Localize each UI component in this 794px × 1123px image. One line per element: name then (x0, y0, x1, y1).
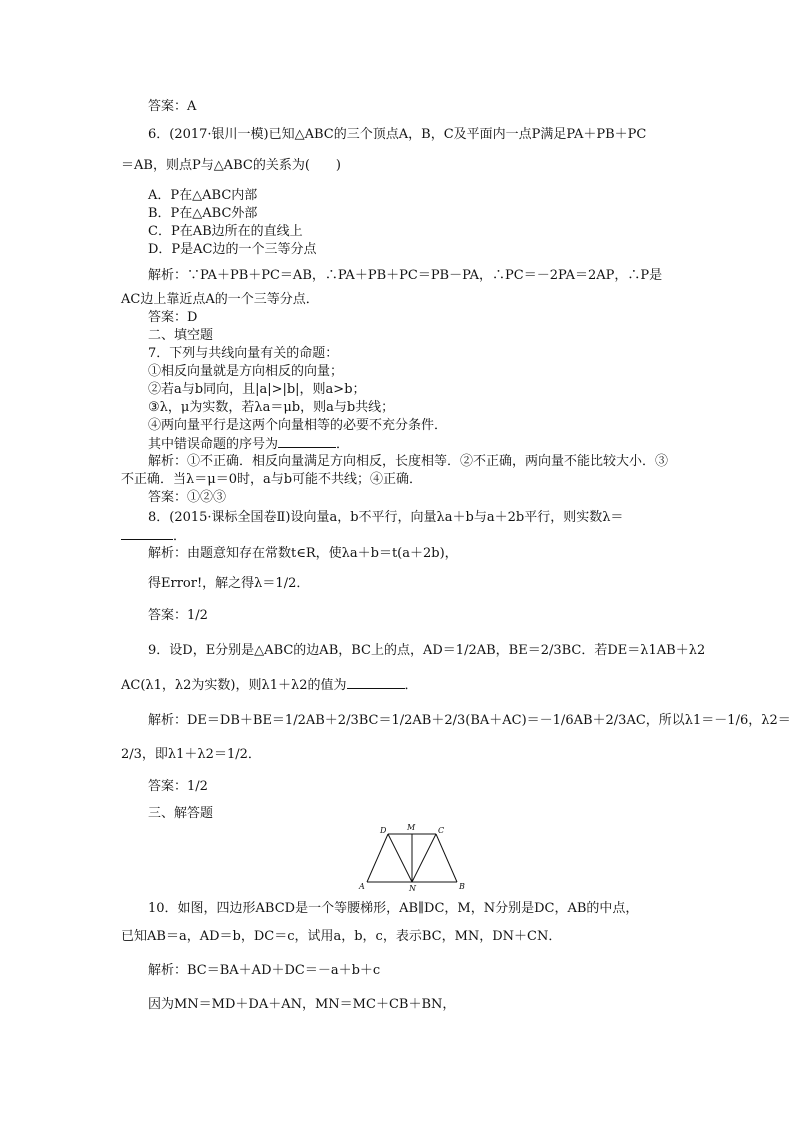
section-heading-fill-in: 二、填空题 (148, 328, 214, 343)
question-8-blank-line: ． (121, 527, 186, 546)
question-7-ask-text: 其中错误命题的序号为 (148, 437, 279, 452)
label-a: A (359, 882, 365, 891)
question-7-solution-cont: 不正确．当λ＝μ＝0时，a与b可能不共线；④正确． (121, 472, 423, 487)
question-9-stem-text: AC(λ1，λ2为实数)，则λ1＋λ2的值为 (121, 678, 347, 693)
question-6-option-a: A．P在△ABC内部 (148, 188, 258, 203)
question-6-option-b: B．P在△ABC外部 (148, 206, 258, 221)
question-6-option-c: C．P在AB边所在的直线上 (148, 224, 303, 239)
question-9-stem-cont: AC(λ1，λ2为实数)，则λ1＋λ2的值为 ． (121, 678, 418, 693)
question-10-stem: 10．如图，四边形ABCD是一个等腰梯形，AB∥DC，M，N分别是DC，AB的中点， (148, 901, 639, 916)
label-n: N (409, 884, 416, 893)
question-9-answer: 答案：1/2 (148, 779, 208, 794)
answer-blank (347, 676, 405, 689)
question-10-solution: 解析：BC＝BA＋AD＋DC＝－a＋b＋c (148, 963, 381, 978)
question-7-item-3: ③λ，μ为实数，若λa＝μb，则a与b共线； (148, 400, 395, 415)
question-7-item-2: ②若a与b同向，且|a|>|b|，则a>b； (148, 382, 366, 397)
answer-blank (278, 435, 336, 448)
question-6-answer: 答案：D (148, 310, 198, 325)
question-10-solution-cont: 因为MN＝MD＋DA＋AN，MN＝MC＋CB＋BN， (148, 997, 456, 1012)
question-7-ask: 其中错误命题的序号为 ． (148, 437, 350, 452)
label-c: C (438, 826, 445, 835)
question-7-solution: 解析：①不正确．相反向量满足方向相反，长度相等．②不正确，两向量不能比较大小．③ (148, 454, 669, 469)
label-m: M (407, 823, 416, 832)
question-6-stem: 6．(2017·银川一模)已知△ABC的三个顶点A，B，C及平面内一点P满足PA＋PB＋PC (148, 127, 647, 142)
question-6-option-d: D．P是AC边的一个三等分点 (148, 242, 317, 257)
question-7-answer: 答案：①②③ (148, 490, 227, 505)
section-heading-solve: 三、解答题 (148, 806, 214, 821)
question-6-solution: 解析：∵PA＋PB＋PC＝AB，∴PA＋PB＋PC＝PB－PA，∴PC＝－2PA＝2AP，∴P是 (148, 268, 663, 283)
question-7-item-4: ④两向量平行是这两个向量相等的必要不充分条件． (148, 418, 448, 433)
trapezoid-figure (355, 822, 475, 894)
edge-bc (436, 834, 457, 882)
label-b: B (459, 882, 465, 891)
question-6-stem-cont: ＝AB，则点P与△ABC的关系为( ) (121, 158, 341, 173)
question-8-stem: 8．(2015·课标全国卷Ⅱ)设向量a，b不平行，向量λa＋b与a＋2b平行，则实数λ＝ (148, 510, 624, 525)
question-7-stem: 7．下列与共线向量有关的命题： (148, 346, 339, 361)
edge-ad (367, 834, 388, 882)
question-9-solution-cont: 2/3，即λ1＋λ2＝1/2． (121, 747, 261, 762)
question-8-solution-cont: 得Error!，解之得λ＝1/2． (148, 576, 310, 591)
segment-cn (412, 834, 436, 882)
question-9-stem: 9．设D，E分别是△ABC的边AB，BC上的点，AD＝1/2AB，BE＝2/3BC．若DE＝λ1AB＋λ2 (148, 643, 706, 658)
question-8-solution: 解析：由题意知存在常数t∈R，使λa＋b＝t(a＋2b)， (148, 546, 458, 561)
question-10-stem-cont: 已知AB＝a，AD＝b，DC＝c，试用a，b，c，表示BC，MN，DN＋CN． (121, 929, 562, 944)
question-8-answer: 答案：1/2 (148, 608, 208, 623)
question-7-item-1: ①相反向量就是方向相反的向量； (148, 364, 344, 379)
label-d: D (380, 826, 387, 835)
answer-blank (121, 527, 173, 540)
question-9-solution: 解析：DE＝DB＋BE＝1/2AB＋2/3BC＝1/2AB＋2/3(BA＋AC)＝－1/6AB＋2/3AC，所以λ1＝－1/6，λ2＝ (148, 713, 791, 728)
question-6-solution-cont: AC边上靠近点A的一个三等分点． (121, 292, 319, 307)
segment-dn (388, 834, 412, 882)
answer-line: 答案：A (148, 99, 197, 114)
